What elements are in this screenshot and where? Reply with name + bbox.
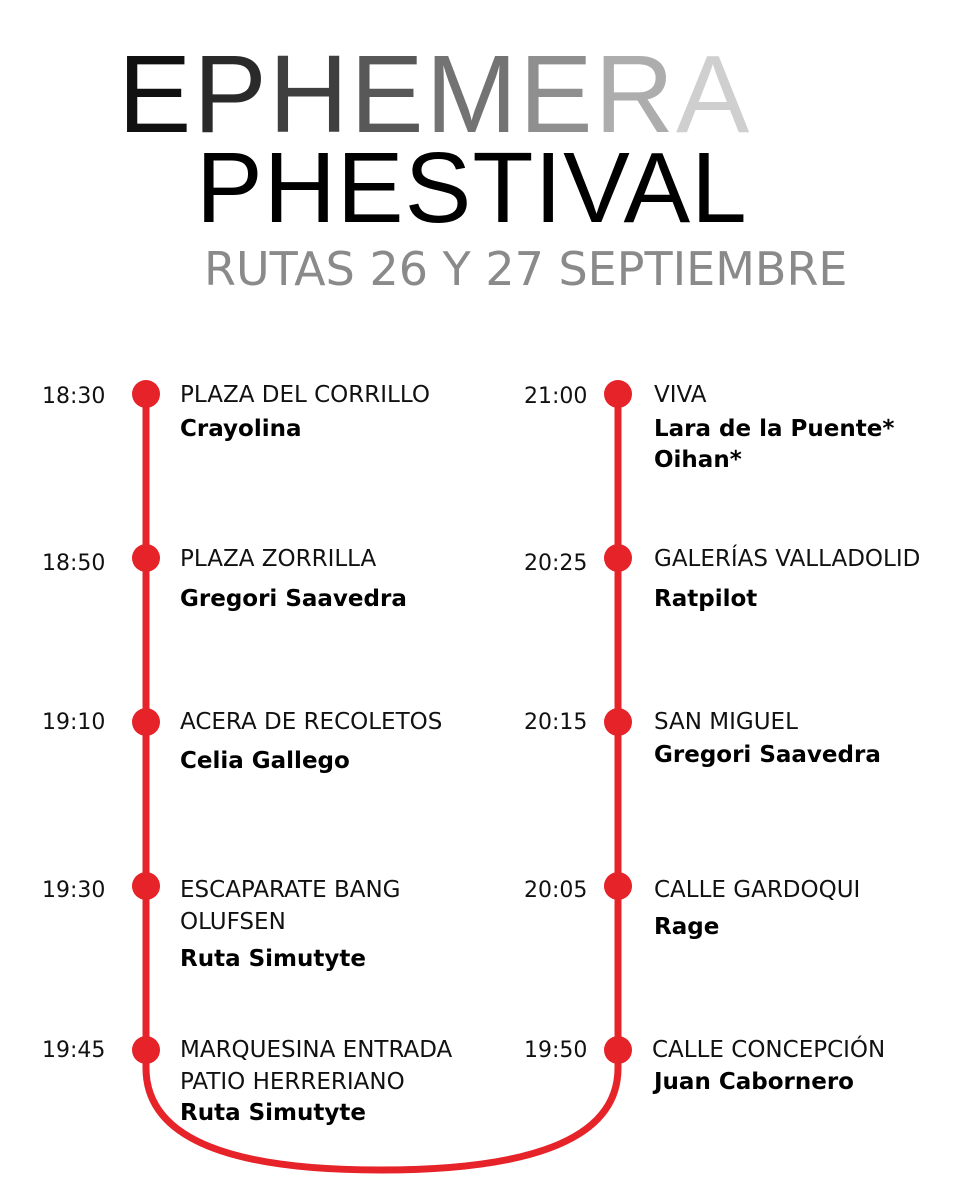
stop-place: VIVA — [654, 382, 707, 408]
subtitle-dates: RUTAS 26 Y 27 SEPTIEMBRE — [204, 242, 848, 296]
stop-dot — [132, 380, 160, 408]
stop-time: 19:50 — [524, 1038, 588, 1063]
stop-dot — [604, 708, 632, 736]
stop-dot — [132, 1036, 160, 1064]
stop-artist: Ruta Simutyte — [180, 946, 366, 972]
stop-artist: Gregori Saavedra — [654, 742, 881, 768]
stop-dot — [132, 872, 160, 900]
stop-dot — [604, 872, 632, 900]
stop-time: 18:30 — [42, 384, 106, 409]
stop-artist: Ratpilot — [654, 586, 758, 612]
stop-place: CALLE GARDOQUI — [654, 877, 861, 903]
title-letter: P — [193, 33, 269, 156]
title-letter: A — [676, 33, 752, 156]
stop-place: OLUFSEN — [180, 909, 286, 935]
title-letter: M — [425, 33, 520, 156]
stop-dot — [604, 544, 632, 572]
stop-place: PLAZA ZORRILLA — [180, 546, 377, 572]
stop-artist: Gregori Saavedra — [180, 586, 407, 612]
stop-artist: Lara de la Puente* — [654, 416, 895, 442]
stop-place: ACERA DE RECOLETOS — [180, 709, 443, 735]
stop-time: 20:05 — [524, 878, 588, 903]
stop-time: 20:15 — [524, 710, 588, 735]
stop-time: 21:00 — [524, 384, 588, 409]
stop-place: MARQUESINA ENTRADA — [180, 1037, 453, 1063]
stop-place: SAN MIGUEL — [654, 709, 798, 735]
stop-artist: Oihan* — [654, 447, 742, 473]
stop-place: ESCAPARATE BANG — [180, 877, 401, 903]
title-letter: E — [519, 33, 595, 156]
stop-place: GALERÍAS VALLADOLID — [654, 546, 921, 572]
stop-time: 19:30 — [42, 878, 106, 903]
stop-dot — [604, 380, 632, 408]
title-letter: E — [118, 33, 194, 156]
stop-time: 20:25 — [524, 551, 588, 576]
stop-time: 19:45 — [42, 1038, 106, 1063]
stop-dot — [132, 708, 160, 736]
stop-artist: Juan Cabornero — [654, 1069, 854, 1095]
title-letter: E — [350, 33, 426, 156]
stop-place: PLAZA DEL CORRILLO — [180, 382, 430, 408]
stop-place: PATIO HERRERIANO — [180, 1069, 405, 1095]
stop-dot — [604, 1036, 632, 1064]
stop-artist: Celia Gallego — [180, 748, 350, 774]
stop-time: 19:10 — [42, 710, 106, 735]
stop-artist: Rage — [654, 914, 720, 940]
stop-place: CALLE CONCEPCIÓN — [652, 1037, 886, 1063]
title-letter: R — [594, 33, 677, 156]
stop-dot — [132, 544, 160, 572]
stop-artist: Crayolina — [180, 416, 302, 442]
stop-artist: Ruta Simutyte — [180, 1100, 366, 1126]
stop-time: 18:50 — [42, 551, 106, 576]
title-letter: H — [268, 33, 351, 156]
title-phestival: PHESTIVAL — [196, 132, 748, 244]
